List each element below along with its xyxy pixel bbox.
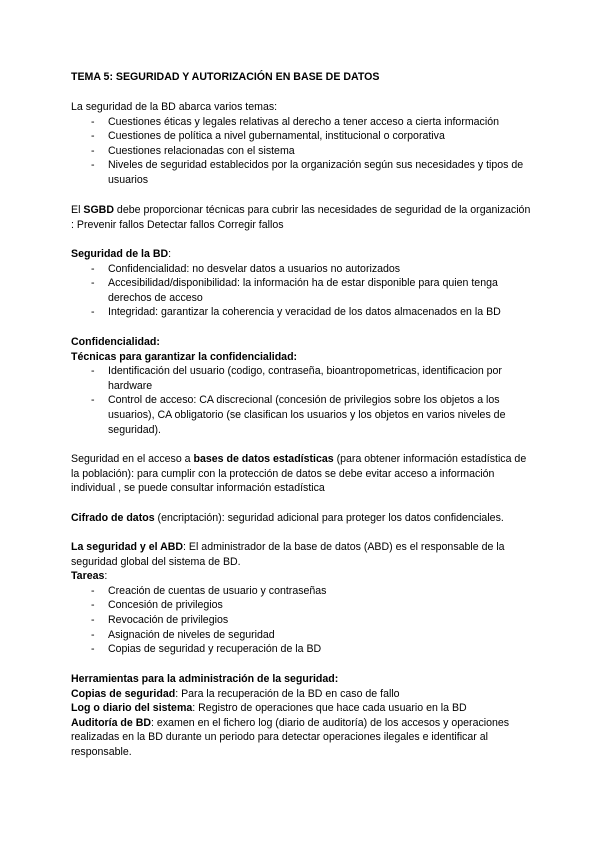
intro-list (71, 115, 533, 188)
list-item: - Accesibilidad/disponibilidad: la información ha de estar disponible para quien tenga derechos de acceso (71, 276, 533, 305)
list-item: - Concesión de privilegios (71, 598, 533, 613)
list-item: - Creación de cuentas de usuario y contraseñas (71, 584, 533, 599)
tareas-heading-line (71, 569, 533, 584)
seguridad-bd-section (71, 247, 533, 320)
tareas-list (71, 584, 533, 657)
confidencialidad-heading (71, 335, 533, 350)
auditoria-line (71, 716, 533, 760)
seguridad-bd-heading: Seguridad de la BD (71, 248, 169, 260)
abd-bold: La seguridad y el ABD (71, 541, 184, 553)
confidencialidad-subheading (71, 350, 533, 365)
estadisticas-post: (para obtener información estadística de la población): para cumplir con la protección de datos se debe evitar acceso a información individual , se puede consultar información estadística (71, 453, 527, 495)
log-line (71, 701, 533, 716)
sgbd-section (71, 203, 533, 232)
auditoria-post: : examen en el fichero log (diario de auditoría) de los accesos y operaciones realizadas en la BD durante un periodo para detectar operaciones ilegales e identificar al responsable. (71, 716, 510, 758)
list-item: - Asignación de niveles de seguridad (71, 628, 533, 643)
auditoria-bold: Auditoría de BD (71, 716, 152, 729)
confidencialidad-subheading-text: Técnicas para garantizar la confidencialidad: (71, 350, 298, 363)
seguridad-bd-colon: : (168, 248, 172, 260)
copias-post: : Para la recuperación de la BD en caso de fallo (175, 687, 400, 700)
cifrado-section (71, 511, 533, 526)
sgbd-bold: SGBD (83, 204, 114, 216)
abd-post: : El administrador de la base de datos (ABD) es el responsable de la seguridad global del sistema de BD. (71, 541, 505, 568)
estadisticas-paragraph (71, 452, 533, 496)
list-item: - Control de acceso: CA discrecional (concesión de privilegios sobre los objetos a los usuarios), CA obligatorio (se clasifican los usuarios y los objetos en varios niveles de seguridad). (71, 393, 533, 437)
herramientas-heading (71, 672, 533, 687)
intro-lead: La seguridad de la BD abarca varios temas: (71, 101, 278, 113)
cifrado-bold: Cifrado de datos (71, 512, 155, 524)
list-item: - Niveles de seguridad establecidos por la organización según sus necesidades y tipos de usuarios (71, 158, 533, 187)
abd-paragraph (71, 540, 533, 569)
list-item: - Integridad: garantizar la coherencia y veracidad de los datos almacenados en la BD (71, 305, 533, 320)
copias-line (71, 687, 533, 702)
copias-bold: Copias de seguridad (71, 687, 176, 700)
herramientas-section (71, 672, 533, 760)
sgbd-paragraph (71, 203, 533, 232)
confidencialidad-list (71, 364, 533, 437)
confidencialidad-section (71, 335, 533, 437)
estadisticas-pre: Seguridad en el acceso a (71, 453, 194, 465)
herramientas-heading-text: Herramientas para la administración de la seguridad: (71, 673, 339, 685)
estadisticas-section (71, 452, 533, 496)
sgbd-pre: El (71, 204, 84, 216)
confidencialidad-heading-text: Confidencialidad: (71, 336, 160, 348)
abd-section (71, 540, 533, 657)
cifrado-paragraph (71, 511, 533, 526)
estadisticas-bold: bases de datos estadísticas (193, 453, 334, 465)
tareas-colon: : (104, 570, 108, 583)
list-item: - Cuestiones relacionadas con el sistema (71, 144, 533, 159)
sgbd-post: debe proporcionar técnicas para cubrir las necesidades de seguridad de la organización : Prevenir fallos Detectar fallos Corregir fallos (71, 204, 531, 231)
seguridad-bd-heading-line (71, 247, 533, 262)
list-item: - Confidencialidad: no desvelar datos a usuarios no autorizados (71, 262, 533, 277)
list-item: - Cuestiones de política a nivel gubernamental, institucional o corporativa (71, 129, 533, 144)
page-title: TEMA 5: SEGURIDAD Y AUTORIZACIÓN EN BASE DE DATOS (71, 71, 380, 83)
cifrado-post: (encriptación): seguridad adicional para proteger los datos confidenciales. (154, 512, 504, 524)
list-item: - Cuestiones éticas y legales relativas al derecho a tener acceso a cierta información (71, 115, 533, 130)
log-post: : Registro de operaciones que hace cada usuario en la BD (192, 702, 467, 715)
intro-section (71, 100, 533, 188)
list-item: - Copias de seguridad y recuperación de la BD (71, 642, 533, 657)
tareas-heading: Tareas (71, 570, 105, 583)
list-item: - Identificación del usuario (codigo, contraseña, bioantropometricas, identificacion por hardware (71, 364, 533, 393)
list-item: - Revocación de privilegios (71, 613, 533, 628)
log-bold: Log o diario del sistema (71, 702, 193, 715)
seguridad-bd-list (71, 262, 533, 320)
